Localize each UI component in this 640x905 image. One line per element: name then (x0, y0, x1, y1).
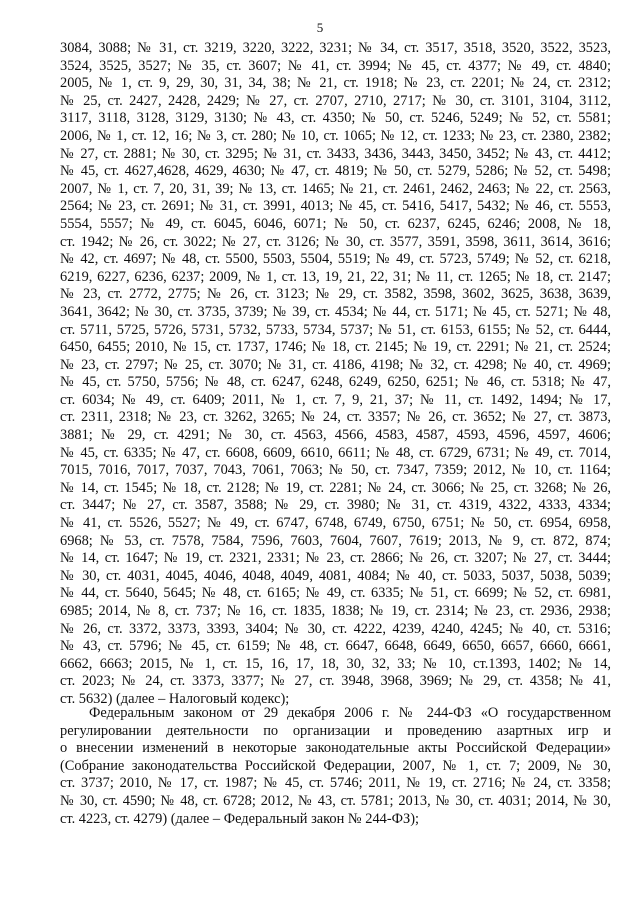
text-line: ст. 2311, 2318; № 23, ст. 3262, 3265; № 24, ст. 3357; № 26, ст. 3652; № 27, ст. 3873, (60, 409, 611, 426)
text-line: 2564; № 23, ст. 2691; № 31, ст. 3991, 4013; № 45, ст. 5416, 5417, 5432; № 46, ст. 5553, (60, 198, 611, 215)
text-line: 3641, 3642; № 30, ст. 3735, 3739; № 39, ст. 4534; № 44, ст. 5171; № 45, ст. 5271; № 48, (60, 303, 611, 320)
text-line: 2005, № 1, ст. 9, 29, 30, 31, 34, 38; № 21, ст. 1918; № 23, ст. 2201; № 24, ст. 2312; (60, 75, 611, 92)
text-line: 3084, 3088; № 31, ст. 3219, 3220, 3222, 3231; № 34, ст. 3517, 3518, 3520, 3522, 3523, (60, 40, 611, 56)
text-line: № 14, ст. 1647; № 19, ст. 2321, 2331; № 23, ст. 2866; № 26, ст. 3207; № 27, ст. 3444; (60, 550, 611, 567)
text-line: 2007, № 1, ст. 7, 20, 31, 39; № 13, ст. 1465; № 21, ст. 2461, 2462, 2463; № 22, ст. 2563, (60, 180, 611, 197)
text-line: регулировании деятельности по организации и проведению азартных игр и (60, 722, 611, 739)
citation-continuation-paragraph (60, 40, 611, 709)
text-line: ст. 1942; № 26, ст. 3022; № 27, ст. 3126; № 30, ст. 3577, 3591, 3598, 3611, 3614, 3616; (60, 233, 611, 250)
text-line: 5554, 5557; № 49, ст. 6045, 6046, 6071; № 50, ст. 6237, 6245, 6246; 2008, № 18, (60, 215, 611, 232)
text-line: № 44, ст. 5640, 5645; № 48, ст. 6165; № 49, ст. 6335; № 51, ст. 6699; № 52, ст. 6981, (60, 585, 611, 602)
page-number: 5 (316, 20, 324, 35)
text-line: Федеральным законом от 29 декабря 2006 г. № 244-ФЗ «О государственном (89, 705, 611, 721)
text-line: ст. 2023; № 24, ст. 3373, 3377; № 27, ст. 3948, 3968, 3969; № 29, ст. 4358; № 41, (60, 673, 611, 690)
text-line: 2006, № 1, ст. 12, 16; № 3, ст. 280; № 10, ст. 1065; № 12, ст. 1233; № 23, ст. 2380, 2382; (60, 127, 611, 144)
text-line: № 23, ст. 2797; № 25, ст. 3070; № 31, ст. 4186, 4198; № 32, ст. 4298; № 40, ст. 4969; (60, 356, 611, 373)
text-line: № 14, ст. 1545; № 18, ст. 2128; № 19, ст. 2281; № 24, ст. 3066; № 25, ст. 3268; № 26, (60, 479, 611, 496)
text-line: 6450, 6455; 2010, № 15, ст. 1737, 1746; № 18, ст. 2145; № 19, ст. 2291; № 21, ст. 2524; (60, 339, 611, 356)
text-line: ст. 5632) (далее – Налоговый кодекс); (60, 690, 290, 707)
text-line: 6985; 2014, № 8, ст. 737; № 16, ст. 1835, 1838; № 19, ст. 2314; № 23, ст. 2936, 2938; (60, 603, 611, 619)
text-line: № 41, ст. 5526, 5527; № 49, ст. 6747, 6748, 6749, 6750, 6751; № 50, ст. 6954, 6958, (60, 515, 611, 532)
text-line: 7015, 7016, 7017, 7037, 7043, 7061, 7063; № 50, ст. 7347, 7359; 2012, № 10, ст. 1164; (60, 462, 611, 479)
text-line: (Собрание законодательства Российской Федерации, 2007, № 1, ст. 7; 2009, № 30, (60, 757, 611, 774)
text-line: о внесении изменений в некоторые законодательные акты Российской Федерации» (60, 740, 611, 757)
text-line: ст. 5711, 5725, 5726, 5731, 5732, 5733, 5734, 5737; № 51, ст. 6153, 6155; № 52, ст. 6444, (60, 321, 611, 338)
text-line: ст. 4223, ст. 4279) (далее – Федеральный закон № 244-ФЗ); (60, 810, 419, 827)
text-line: ст. 3447; № 27, ст. 3587, 3588; № 29, ст. 3980; № 31, ст. 4319, 4322, 4333, 4334; (60, 497, 611, 514)
text-line: № 23, ст. 2772, 2775; № 26, ст. 3123; № 29, ст. 3582, 3598, 3602, 3625, 3638, 3639, (60, 286, 611, 303)
text-line: № 43, ст. 5796; № 45, ст. 6159; № 48, ст. 6647, 6648, 6649, 6650, 6657, 6660, 6661, (60, 638, 611, 655)
text-line: № 45, ст. 6335; № 47, ст. 6608, 6609, 6610, 6611; № 48, ст. 6729, 6731; № 49, ст. 7014, (60, 444, 611, 461)
text-line: № 27, ст. 2881; № 30, ст. 3295; № 31, ст. 3433, 3436, 3443, 3450, 3452; № 43, ст. 4412; (60, 145, 611, 162)
text-line: № 26, ст. 3372, 3373, 3393, 3404; № 30, ст. 4222, 4239, 4240, 4245; № 40, ст. 5316; (60, 620, 611, 637)
text-line: ст. 6034; № 49, ст. 6409; 2011, № 1, ст. 7, 9, 21, 37; № 11, ст. 1492, 1494; № 17, (60, 391, 611, 408)
text-line: № 25, ст. 2427, 2428, 2429; № 27, ст. 2707, 2710, 2717; № 30, ст. 3101, 3104, 3112, (60, 92, 611, 109)
text-line: ст. 3737; 2010, № 17, ст. 1987; № 45, ст. 5746; 2011, № 19, ст. 2716; № 24, ст. 3358; (60, 775, 611, 792)
text-line: 6219, 6227, 6236, 6237; 2009, № 1, ст. 13, 19, 21, 22, 31; № 11, ст. 1265; № 18, ст. 2147; (60, 268, 611, 285)
text-line: № 42, ст. 4697; № 48, ст. 5500, 5503, 5504, 5519; № 49, ст. 5723, 5749; № 52, ст. 6218, (60, 251, 611, 268)
text-line: № 30, ст. 4590; № 48, ст. 6728; 2012, № 43, ст. 5781; 2013, № 30, ст. 4031; 2014, № 30, (60, 792, 611, 809)
text-line: № 45, ст. 4627,4628, 4629, 4630; № 47, ст. 4819; № 50, ст. 5279, 5286; № 52, ст. 5498; (60, 163, 611, 180)
text-line: 3524, 3525, 3527; № 35, ст. 3607; № 41, ст. 3994; № 45, ст. 4377; № 49, ст. 4840; (60, 57, 611, 74)
text-line: 6662, 6663; 2015, № 1, ст. 15, 16, 17, 18, 30, 32, 33; № 10, ст.1393, 1402; № 14, (60, 655, 611, 672)
text-line: 3117, 3118, 3128, 3129, 3130; № 43, ст. 4350; № 50, ст. 5246, 5249; № 52, ст. 5581; (60, 110, 611, 127)
text-line: № 45, ст. 5750, 5756; № 48, ст. 6247, 6248, 6249, 6250, 6251; № 46, ст. 5318; № 47, (60, 374, 611, 391)
federal-law-244-fz-paragraph (60, 705, 611, 828)
text-line: 6968; № 53, ст. 7578, 7584, 7596, 7603, 7604, 7607, 7619; 2013, № 9, ст. 872, 874; (60, 532, 611, 549)
text-line: № 30, ст. 4031, 4045, 4046, 4048, 4049, 4081, 4084; № 40, ст. 5033, 5037, 5038, 5039; (60, 567, 611, 584)
text-line: 3881; № 29, ст. 4291; № 30, ст. 4563, 4566, 4583, 4587, 4593, 4596, 4597, 4606; (60, 427, 611, 444)
